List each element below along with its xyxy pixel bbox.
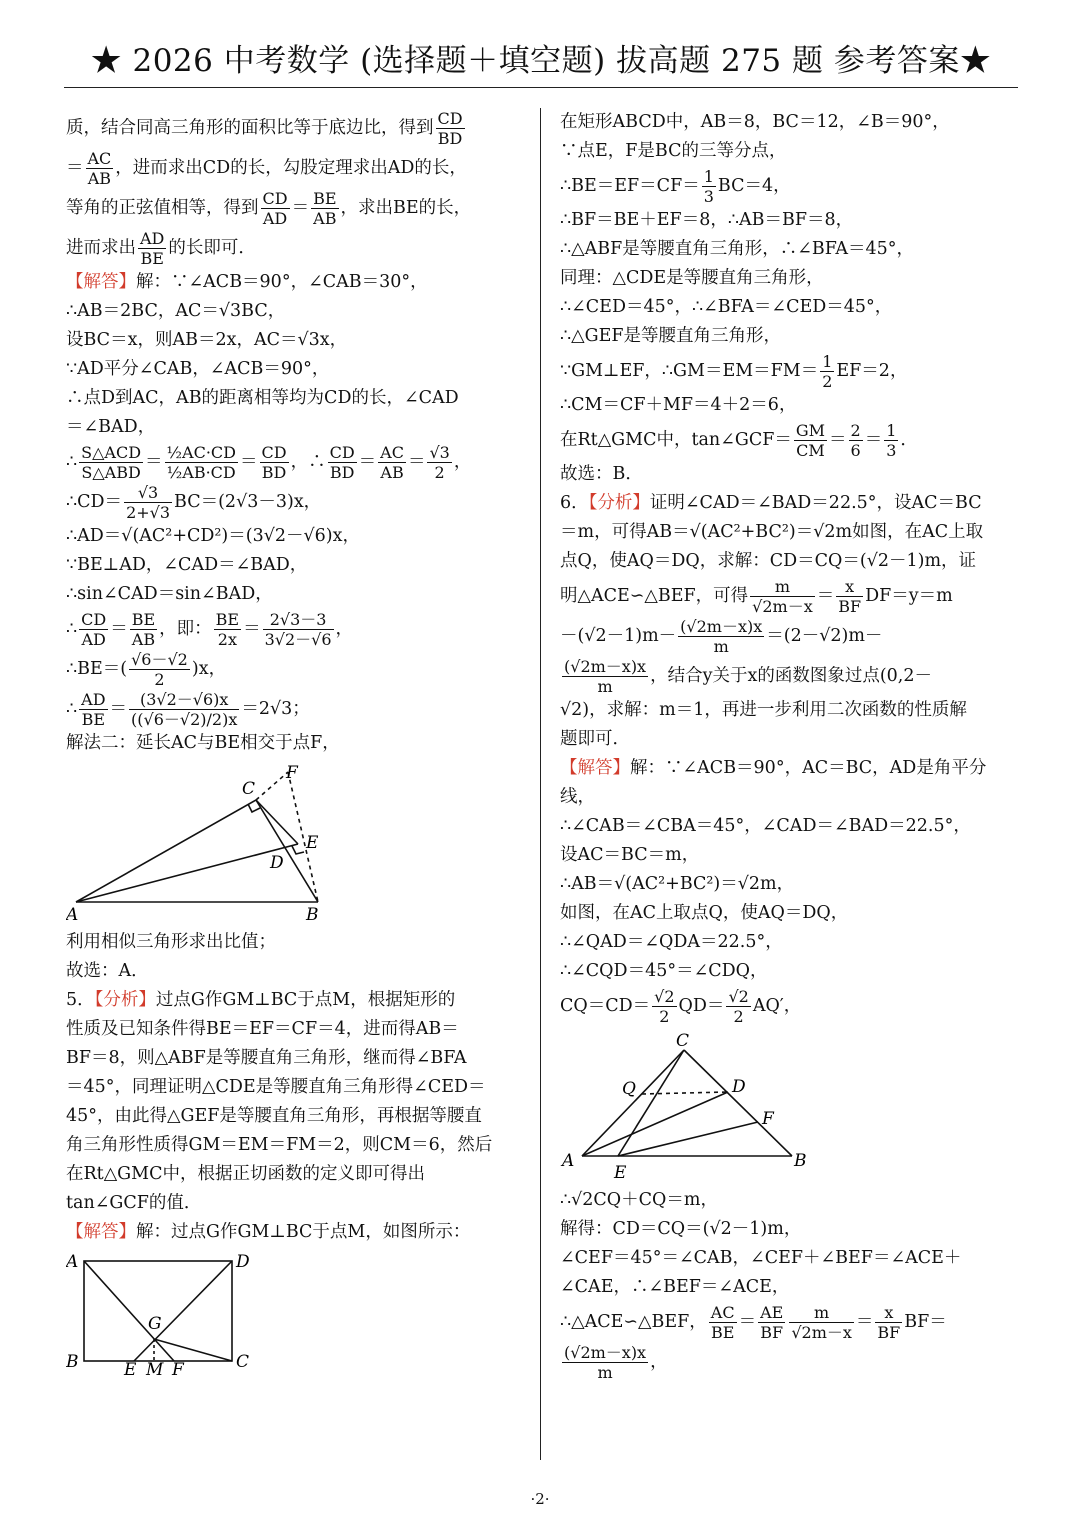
fraction: $\frac{x}{BF}$ [877,1303,901,1342]
text-line: 5．【分析】过点G作GM⊥BC于点M，根据矩形的 [66,990,456,1010]
fraction: $\frac{√6-√2}{2}$ [131,650,188,689]
text-line: ∴ $\frac{CD}{AD}$ ＝ $\frac{BE}{AB}$ ，即： $\frac{BE}{2x}$ ＝ $\frac{2√3-3}{3√2-√6}$ ， [66,610,354,649]
answer-tag: 【解答】 [560,758,630,778]
figure-2-svg [66,1253,266,1377]
fraction: $\frac{1}{3}$ [886,421,897,460]
text-line: 【解答】解：∵∠ACB＝90°，AC＝BC，AD是角平分 [560,758,987,778]
answer-tag: 【解答】 [66,1222,136,1242]
fraction: $\frac{BE}{2x}$ [215,610,240,649]
rectangle-abcd [84,1261,232,1361]
text-line: ∴CM＝CF＋MF＝4＋2＝6， [560,395,797,415]
text-line: tan∠GCF的值． [66,1193,202,1213]
text-line: $\frac{(√2m-x)x}{m}$ ， [564,1343,668,1382]
text-line: ∵BE⊥AD，∠CAD＝∠BAD， [66,555,308,575]
text-line: 题即可． [560,729,630,749]
text-line: 解得：CD＝CQ＝(√2－1)m， [560,1219,802,1239]
text-line: ∴△ABF是等腰直角三角形，∴∠BFA＝45°， [560,239,915,259]
column-divider [540,108,541,1460]
fraction: $\frac{(√2m-x)x}{m}$ [564,1343,647,1382]
segment-cf [256,772,288,800]
fraction: $\frac{BE}{AB}$ [131,610,156,649]
text-line: ∴点D到AC，AB的距离相等均为CD的长，∠CAD [66,388,459,408]
segment-gc [154,1339,232,1361]
label-b: B [794,1151,807,1171]
label-a: A [562,1151,575,1171]
text-line: 角三角形性质得GM＝EM＝FM＝2，则CM＝6，然后 [66,1135,493,1155]
label-b: B [306,905,319,924]
text-line: 点Q，使AQ＝DQ，求解：CD＝CQ＝(√2－1)m，证 [560,551,977,571]
fraction: $\frac{AD}{BE}$ [81,690,106,729]
label-m: M [146,1360,164,1377]
label-a: A [66,1253,79,1272]
segment-qd [642,1092,728,1094]
answer-tag: 【解答】 [66,272,136,292]
fraction: $\frac{GM}{CM}$ [795,421,826,460]
text-line: ∴AB＝2BC，AC＝√3BC， [66,301,286,321]
text-line: CQ＝CD＝ $\frac{√2}{2}$ QD＝ $\frac{√2}{2}$ AQ′， [560,987,802,1026]
text-line: ∴∠CAB＝∠CBA＝45°，∠CAD＝∠BAD＝22.5°， [560,816,971,836]
text-line: 设BC＝x，则AB＝2x，AC＝√3x， [66,330,348,350]
text-line: ∠CEF＝45°＝∠CAB，∠CEF＋∠BEF＝∠ACE＋ [560,1248,962,1268]
text-line: ∴ $\frac{AD}{BE}$ ＝ $\frac{(3√2-√6)x}{((√6-√2)/2)x}$ ＝2√3； [66,690,310,729]
text-line: ∴CD＝ $\frac{√3}{2+√3}$ BC＝(2√3－3)x， [66,483,322,522]
fraction: $\frac{BE}{AB}$ [313,189,337,228]
text-line: ∴ $\frac{\text{S△ACD}}{\text{S△ABD}}$ ＝ $\frac{\text{½AC·CD}}{\text{½AB·CD}}$ ＝ $\frac{CD}{BD}$ ，∴ $\frac{CD}{BD}$ ＝ $\frac{AC}{AB}$ ＝ $\frac{√3}{2}$ ， [66,443,472,482]
label-d: D [732,1077,746,1097]
fraction: $\frac{2√3-3}{3√2-√6}$ [264,610,332,649]
label-c: C [236,1352,250,1372]
label-f: F [286,764,298,783]
segment-af [84,1261,174,1361]
fraction: $\frac{m}{√2m-x}$ [752,577,813,616]
text-line: ＝45°，同理证明△CDE是等腰直角三角形得∠CED＝ [66,1077,486,1097]
segment-ac [582,1050,684,1156]
text-line: ∴sin∠CAD＝sin∠BAD， [66,584,273,604]
fraction: $\frac{CD}{AD}$ [81,610,107,649]
text-line: 解法二：延长AC与BE相交于点F， [66,733,340,753]
label-d: D [236,1253,250,1272]
figure-3-svg [560,1032,820,1182]
right-angle-e [292,846,304,854]
fraction: $\frac{\text{½AC·CD}}{\text{½AB·CD}}$ [166,443,236,482]
analysis-tag: 【分析】 [94,990,156,1010]
figure-triangle-abc [66,764,522,924]
fraction: $\frac{(3√2-√6)x}{((√6-√2)/2)x}$ [131,690,238,729]
text-line: ∴△ACE∽△BEF， $\frac{AC}{BE}$ ＝ $\frac{AE}{BF}$ $\frac{m}{√2m-x}$ ＝ $\frac{x}{BF}$ BF＝ [560,1303,947,1342]
text-line: ∵AD平分∠CAB，∠ACB＝90°， [66,359,330,379]
fraction: $\frac{AC}{BE}$ [710,1303,735,1342]
text-line: 等角的正弦值相等，得到 $\frac{CD}{AD}$ ＝ $\frac{BE}{AB}$ ，求出BE的长， [66,189,472,228]
label-f: F [172,1360,184,1377]
text-line: 故选：B． [560,464,643,484]
text-line: ∵GM⊥EF，∴GM＝EM＝FM＝ $\frac{1}{2}$ EF＝2， [560,352,908,391]
text-line: ∴BF＝BE＋EF＝8，∴AB＝BF＝8， [560,210,854,230]
label-g: G [148,1314,162,1334]
text-line: 【解答】解：过点G作GM⊥BC于点M，如图所示： [66,1222,471,1242]
segment-ad [76,844,298,902]
label-b: B [66,1352,79,1372]
text-line: 进而求出 $\frac{AD}{BE}$ 的长即可． [66,229,256,268]
text-line: 45°，由此得△GEF是等腰直角三角形，再根据等腰直 [66,1106,482,1126]
text-line: ∴∠QAD＝∠QDA＝22.5°， [560,932,783,952]
fraction: $\frac{CD}{BD}$ [261,443,287,482]
fraction: $\frac{AD}{BE}$ [140,229,165,268]
text-line: ∴AD＝√(AC²+CD²)＝(3√2－√6)x， [66,526,360,546]
fraction: $\frac{√2}{2}$ [654,987,675,1026]
page-number: ·2· [530,1490,550,1508]
segment-de [134,1261,232,1361]
fraction: $\frac{(√2m-x)x}{m}$ [680,617,763,656]
fraction: $\frac{AC}{AB}$ [380,443,404,482]
left-column [66,108,522,1381]
text-line: $\frac{(√2m-x)x}{m}$ ，结合y关于x的函数图象过点(0,2－ [564,657,933,696]
text-line: BF＝8，则△ABF是等腰直角三角形，继而得∠BFA [66,1048,467,1068]
right-column [560,108,1018,1382]
label-c: C [676,1032,690,1051]
fraction: $\frac{√3}{2}$ [429,443,450,482]
text-line: ＝m，可得AB＝√(AC²+BC²)＝√2m如图，在AC上取 [560,522,984,542]
segment-ce [618,1050,684,1156]
segment-ac [76,800,256,902]
label-c: C [242,779,256,799]
fraction: $\frac{1}{3}$ [703,167,714,206]
text-line: ＝∠BAD， [66,417,156,437]
figure-triangle-acb [560,1032,1018,1182]
fraction: $\frac{2}{6}$ [850,421,861,460]
text-line: ＝ $\frac{AC}{AB}$ ，进而求出CD的长，勾股定理求出AD的长， [66,149,467,188]
label-f: F [762,1109,774,1129]
text-line: ∴BE＝( $\frac{√6-√2}{2}$ )x， [66,650,227,689]
text-line: 线， [560,787,595,807]
text-line: 在Rt△GMC中，tan∠GCF＝ $\frac{GM}{CM}$ ＝ $\frac{2}{6}$ ＝ $\frac{1}{3}$ ． [560,421,918,460]
fraction: $\frac{(√2m-x)x}{m}$ [564,657,647,696]
text-line: 故选：A． [66,961,149,981]
text-line: 在矩形ABCD中，AB＝8，BC＝12，∠B＝90°， [560,112,950,132]
text-line: ∴BE＝EF＝CF＝ $\frac{1}{3}$ BC＝4， [560,167,791,206]
text-line: 设AC＝BC＝m， [560,845,700,865]
analysis-tag: 【分析】 [588,493,650,513]
fraction: $\frac{1}{2}$ [822,352,833,391]
header-rule [64,87,1018,88]
text-line: ∴√2CQ＋CQ＝m， [560,1190,718,1210]
text-line: 性质及已知条件得BE＝EF＝CF＝4，进而得AB＝ [66,1019,459,1039]
fraction: $\frac{x}{BF}$ [838,577,862,616]
fraction: $\frac{AE}{BF}$ [760,1303,784,1342]
fraction: $\frac{CD}{BD}$ [329,443,355,482]
label-e: E [124,1360,137,1377]
figure-rectangle-abcd [66,1253,522,1377]
text-line: 质，结合同高三角形的面积比等于底边比，得到 $\frac{CD}{BD}$ [66,109,463,148]
label-e: E [614,1163,627,1182]
label-d: D [270,853,284,873]
text-line: 利用相似三角形求出比值； [66,932,276,952]
segment-ce [256,800,298,844]
text-line: ∴∠CQD＝45°＝∠CDQ， [560,961,768,981]
text-line: ∵点E，F是BC的三等分点， [560,141,787,161]
fraction: $\frac{CD}{BD}$ [437,109,463,148]
text-line: 同理：△CDE是等腰直角三角形， [560,268,824,288]
right-angle-c [248,804,260,812]
fraction: $\frac{m}{√2m-x}$ [791,1303,852,1342]
text-line: ∠CAE，∴∠BEF＝∠ACE， [560,1277,790,1297]
label-q: Q [622,1079,636,1099]
segment-ef [618,1122,758,1156]
fraction: $\frac{√3}{2+√3}$ [126,483,171,522]
fraction: $\frac{AC}{AB}$ [87,149,112,188]
fraction: $\frac{√2}{2}$ [728,987,749,1026]
figure-1-svg [66,764,336,924]
page-header-title: ★ 2026 中考数学 (选择题＋填空题) 拔高题 275 题 参考答案★ [90,43,992,79]
text-line: ∴∠CED＝45°，∴∠BFA＝∠CED＝45°， [560,297,893,317]
label-e: E [306,833,319,853]
fraction: $\frac{\text{S△ACD}}{\text{S△ABD}}$ [81,443,142,482]
text-line: 如图，在AC上取点Q，使AQ＝DQ， [560,903,849,923]
label-a: A [66,905,79,924]
text-line: ∴AB＝√(AC²+BC²)＝√2m， [560,874,795,894]
text-line: 在Rt△GMC中，根据正切函数的定义即可得出 [66,1164,425,1184]
segment-cb [684,1050,792,1156]
text-line: －(√2－1)m－ $\frac{(√2m-x)x}{m}$ ＝(2－√2)m－ [560,617,883,656]
text-line: 明△ACE∽△BEF，可得 $\frac{m}{√2m-x}$ ＝ $\frac{x}{BF}$ DF＝y＝m [560,577,953,616]
text-line: ∴△GEF是等腰直角三角形， [560,326,781,346]
text-line: 【解答】解：∵∠ACB＝90°，∠CAB＝30°， [66,272,428,292]
text-line: √2)，求解：m＝1，再进一步利用二次函数的性质解 [560,700,967,720]
fraction: $\frac{CD}{AD}$ [262,189,288,228]
text-line: 6．【分析】证明∠CAD＝∠BAD＝22.5°，设AC＝BC [560,493,982,513]
